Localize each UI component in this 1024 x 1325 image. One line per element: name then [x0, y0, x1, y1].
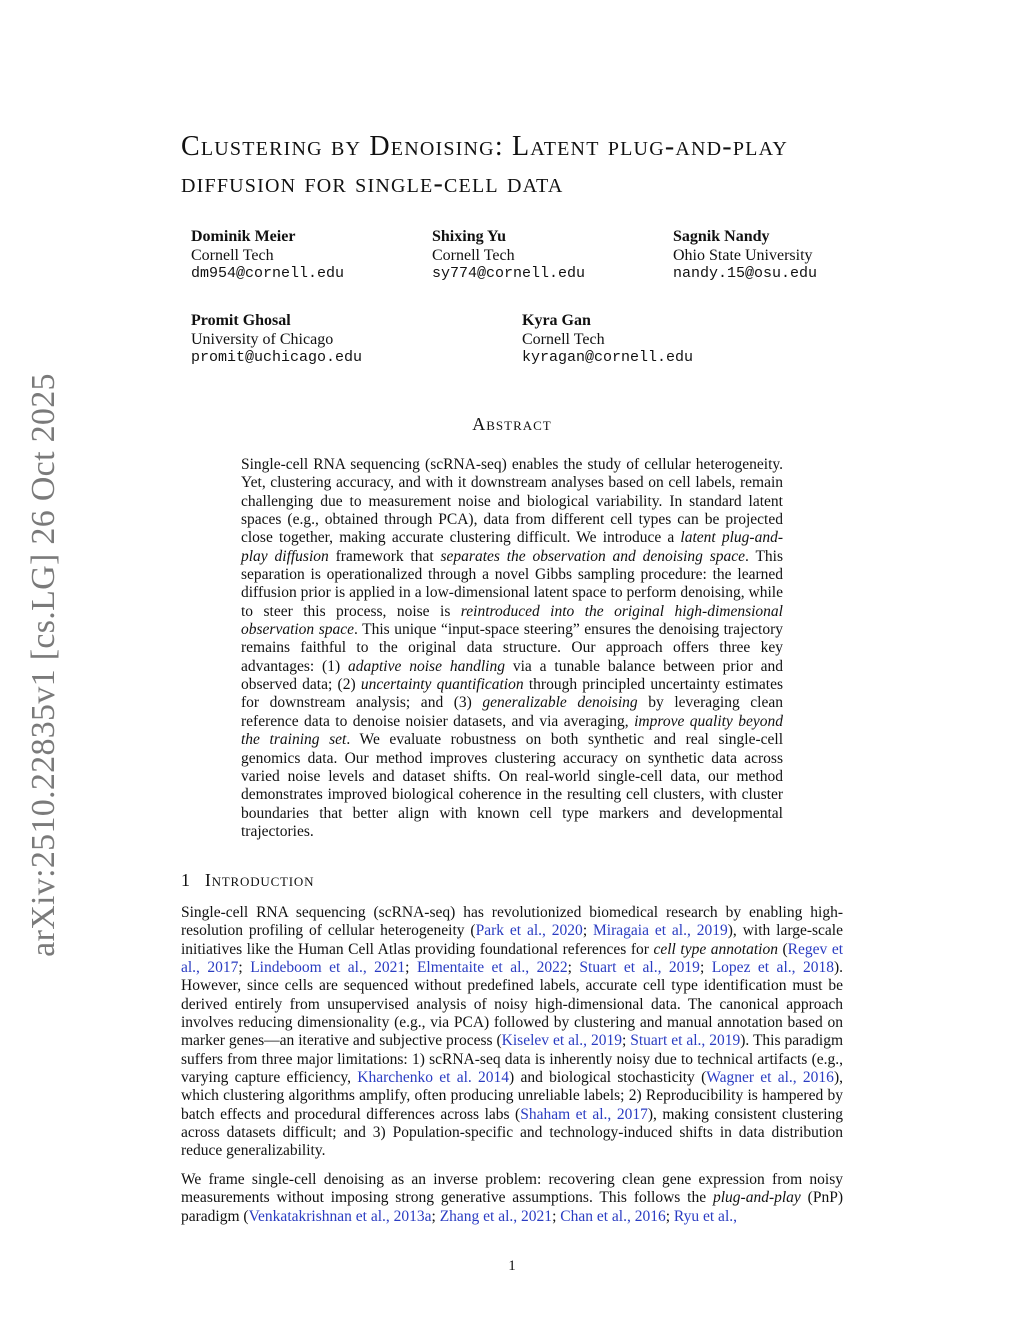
citation-link[interactable]: Ryu et al.,	[673, 1207, 737, 1225]
author-affiliation: Cornell Tech	[191, 246, 274, 264]
abstract-text-run: through principled uncertainty estimates for downstream analysis; and (3)	[241, 676, 783, 712]
author-email[interactable]: dm954@cornell.edu	[191, 265, 345, 282]
abstract-text	[241, 456, 783, 841]
author-block	[432, 228, 585, 284]
text-run: ;	[431, 1207, 440, 1225]
text-run: ;	[582, 922, 594, 940]
author-block	[673, 228, 817, 284]
text-run: (	[777, 940, 788, 958]
text-run: ). This paradigm suffers from three major limitations: 1) scRNA-seq data is inherently noisy due to technical artifacts (e.g., varying capture efficiency,	[181, 1032, 843, 1087]
abstract-emphasis: improve quality beyond the training set	[241, 712, 784, 749]
text-run: ), making consistent clustering across datasets difficult; and 3) Population-specific and technology-induced shifts in data distribution reduce generalizability.	[181, 1105, 843, 1160]
author-block	[522, 312, 693, 368]
abstract-text-run: by leveraging clean reference data to denoise noisier datasets, and via averaging,	[241, 694, 783, 730]
text-run: Single-cell RNA sequencing (scRNA-seq) has revolutionized biomedical research by enabling high-resolution profiling of cellular heterogeneity (	[181, 904, 843, 940]
abstract-emphasis: separates the observation and denoising space	[440, 547, 746, 565]
abstract-emphasis: generalizable denoising	[482, 694, 638, 712]
citation-link[interactable]: Park et al., 2020	[475, 922, 583, 940]
section-title: Introduction	[204, 870, 315, 890]
text-run: ;	[621, 1032, 631, 1050]
citation-link[interactable]: Lopez et al., 2018	[711, 959, 834, 977]
author-name: Dominik Meier	[191, 228, 296, 245]
citation-link[interactable]: Venkatakrishnan et al., 2013a	[248, 1207, 432, 1225]
citation-link[interactable]: Wagner et al., 2016	[706, 1069, 834, 1087]
paper-title: Clustering by Denoising: Latent plug-and-play diffusion for single-cell data	[181, 131, 789, 199]
text-run: ;	[699, 959, 712, 977]
text-run: ). However, since cells are sequenced without predefined labels, accurate cell type identification must be derived entirely from unsupervised analysis of noisy high-dimensional data. The canonical approach involves reducing dimensionality (e.g., via PCA) followed by clustering and manual annotation based on marker genes—an iterative and subjective process (	[181, 959, 844, 1050]
citation-link[interactable]: Kharchenko et al. 2014	[357, 1069, 510, 1087]
abstract-emphasis: reintroduced into the original high-dimensional observation space	[241, 602, 783, 639]
abstract-heading: Abstract	[472, 414, 552, 434]
citation-link[interactable]: Miragaia et al., 2019	[593, 922, 728, 940]
author-email[interactable]: promit@uchicago.edu	[191, 349, 363, 366]
citation-link[interactable]: Chan et al., 2016	[560, 1207, 666, 1225]
citation-link[interactable]: Lindeboom et al., 2021	[250, 959, 406, 977]
text-run: ;	[552, 1207, 561, 1225]
intro-paragraph-1	[181, 904, 843, 1161]
emphasis: plug-and-play	[712, 1189, 801, 1207]
abstract-emphasis: uncertainty quantification	[360, 676, 524, 694]
section-number: 1	[181, 870, 191, 890]
author-email[interactable]: sy774@cornell.edu	[432, 265, 586, 282]
abstract-text-run: Single-cell RNA sequencing (scRNA-seq) enables the study of cellular heterogeneity. Yet, clustering accuracy, and with it downstream analyses based on cell labels, remain challenging due to measurement noise and biological variability. In standard latent spaces (e.g., obtained through PCA), data from different cell types can be projected close together, making accurate clustering difficult. We introduce a	[241, 456, 783, 547]
author-affiliation: Ohio State University	[673, 246, 813, 264]
text-run: We frame single-cell denoising as an inverse problem: recovering clean gene expression from noisy measurements without imposing strong generative assumptions. This follows the	[181, 1171, 843, 1207]
page-number: 1	[508, 1258, 516, 1274]
abstract-text-run: . This separation is operationalized through a novel Gibbs sampling procedure: the learned diffusion prior is applied in a low-dimensional latent space to perform denoising, while to steer this process, noise is	[241, 547, 783, 620]
author-affiliation: Cornell Tech	[522, 330, 605, 348]
abstract-text-run: . We evaluate robustness on both synthetic and real single-cell genomics data. Our method improves clustering accuracy on synthetic data across varied noise levels and dataset shifts. On real-world single-cell data, our method demonstrates improved biological coherence in the resulting cell clusters, with cluster boundaries that better align with known cell type markers and developmental trajectories.	[241, 731, 783, 840]
section-heading-introduction	[181, 870, 314, 891]
citation-link[interactable]: Stuart et al., 2019	[630, 1032, 741, 1050]
citation-link[interactable]: Stuart et al., 2019	[579, 959, 700, 977]
text-run: ) and biological stochasticity (	[509, 1069, 707, 1087]
abstract-text-run: framework that	[328, 547, 441, 565]
citation-link[interactable]: Shaham et al., 2017	[520, 1105, 648, 1123]
text-run: ;	[238, 959, 251, 977]
citation-link[interactable]: Kiselev et al., 2019	[501, 1032, 622, 1050]
text-run: ), which clustering algorithms amplify, often producing unreliable labels; 2) Reproducibility is hampered by batch effects and procedural differences across labs (	[181, 1069, 843, 1123]
text-run: (PnP) paradigm (	[181, 1189, 843, 1225]
abstract-text-run: via a tunable balance between prior and observed data; (2)	[241, 657, 783, 694]
author-affiliation: University of Chicago	[191, 330, 334, 348]
author-email[interactable]: nandy.15@osu.edu	[673, 265, 818, 282]
intro-paragraph-2	[181, 1171, 843, 1226]
text-run: ;	[405, 959, 417, 977]
abstract-emphasis: latent plug-and-play diffusion	[241, 529, 783, 565]
abstract-text-run: . This unique “input-space steering” ensures the denoising trajectory remains faithful to the original data structure. Our approach offers three key advantages: (1)	[241, 621, 783, 675]
citation-link[interactable]: Regev et al., 2017	[181, 940, 844, 977]
citation-link[interactable]: Zhang et al., 2021	[439, 1207, 553, 1225]
author-name: Kyra Gan	[522, 312, 591, 329]
emphasis: cell type annotation	[653, 940, 778, 958]
text-run: ), with large-scale initiatives like the Human Cell Atlas providing foundational references for	[181, 922, 843, 958]
author-name: Promit Ghosal	[191, 312, 291, 329]
author-affiliation: Cornell Tech	[432, 246, 515, 264]
text-run: ;	[567, 959, 580, 977]
author-block	[191, 312, 362, 368]
author-block	[191, 228, 344, 284]
arxiv-identifier-stamp: arXiv:2510.22835v1 [cs.LG] 26 Oct 2025	[25, 373, 62, 957]
text-run: ;	[665, 1207, 674, 1225]
author-name: Shixing Yu	[432, 228, 506, 245]
author-email[interactable]: kyragan@cornell.edu	[522, 349, 694, 366]
citation-link[interactable]: Elmentaite et al., 2022	[416, 959, 568, 977]
abstract-emphasis: adaptive noise handling	[348, 657, 505, 675]
author-name: Sagnik Nandy	[673, 228, 770, 245]
